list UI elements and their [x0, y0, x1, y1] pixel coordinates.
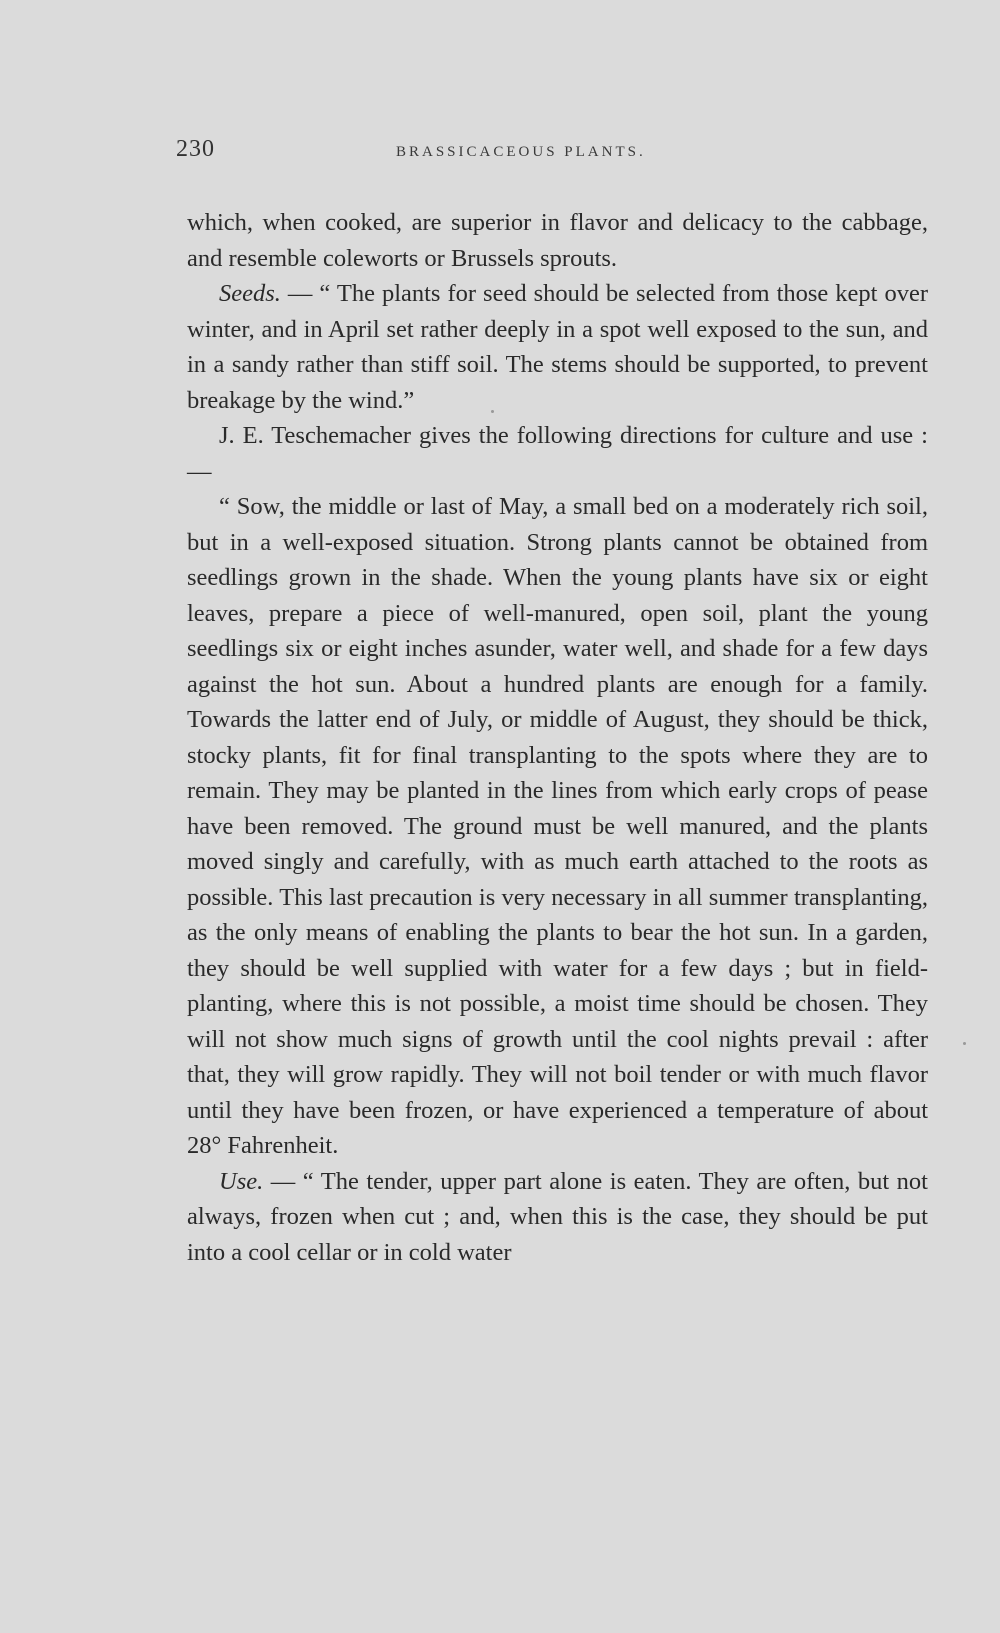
running-head: BRASSICACEOUS PLANTS.: [396, 144, 646, 160]
paper-speck: [491, 410, 494, 413]
paragraph-text: — “ The tender, upper part alone is eaten. They are often, but not always, frozen when cut ; and, when this is the case, they should be put into a cool cellar or in cold water: [187, 1167, 928, 1266]
paragraph-quotation: [187, 489, 928, 1164]
paragraph-text: which, when cooked, are superior in flavor and delicacy to the cabbage, and resemble coleworts or Brussels sprouts.: [187, 209, 928, 272]
page-header: [176, 136, 928, 172]
paragraph-text: — “ The plants for seed should be selected from those kept over winter, and in April set rather deeply in a spot well exposed to the sun, and in a sandy rather than stiff soil. The stems should be supported, to prevent breakage by the wind.”: [187, 280, 928, 414]
page-number: 230: [176, 136, 215, 162]
paragraph: [187, 205, 928, 276]
section-label-seeds: Seeds.: [219, 280, 281, 307]
section-label-use: Use.: [219, 1167, 264, 1195]
paragraph: [187, 418, 928, 489]
paragraph-seeds: [187, 276, 928, 418]
body-text: [187, 205, 928, 1270]
paper-speck: [963, 1042, 966, 1045]
paragraph-text: “ Sow, the middle or last of May, a small bed on a moderately rich soil, but in a well-exposed situation. Strong plants cannot be obtained from seedlings grown in the shade. When the young plants have six or eight leaves, prepare a piece of well-manured, open soil, plant the young seedlings six or eight inches asunder, water well, and shade for a few days against the hot sun. About a hundred plants are enough for a family. Towards the latter end of July, or middle of August, they should be thick, stocky plants, fit for final transplanting to the spots where they are to remain. They may be planted in the lines from which early crops of pease have been removed. The ground must be well manured, and the plants moved singly and carefully, with as much earth attached to the roots as possible. This last precaution is very necessary in all summer transplanting, as the only means of enabling the plants to bear the hot sun. In a garden, they should be well supplied with water for a few days ; but in field-planting, where this is not possible, a moist time should be chosen. They will not show much signs of growth until the cool nights prevail : after that, they will grow rapidly. They will not boil tender or with much flavor until they have been frozen, or have experienced a temperature of about 28° Fahrenheit.: [187, 493, 928, 1159]
paragraph-text: J. E. Teschemacher gives the following directions for culture and use : —: [187, 422, 928, 485]
paragraph-use: [187, 1164, 928, 1271]
